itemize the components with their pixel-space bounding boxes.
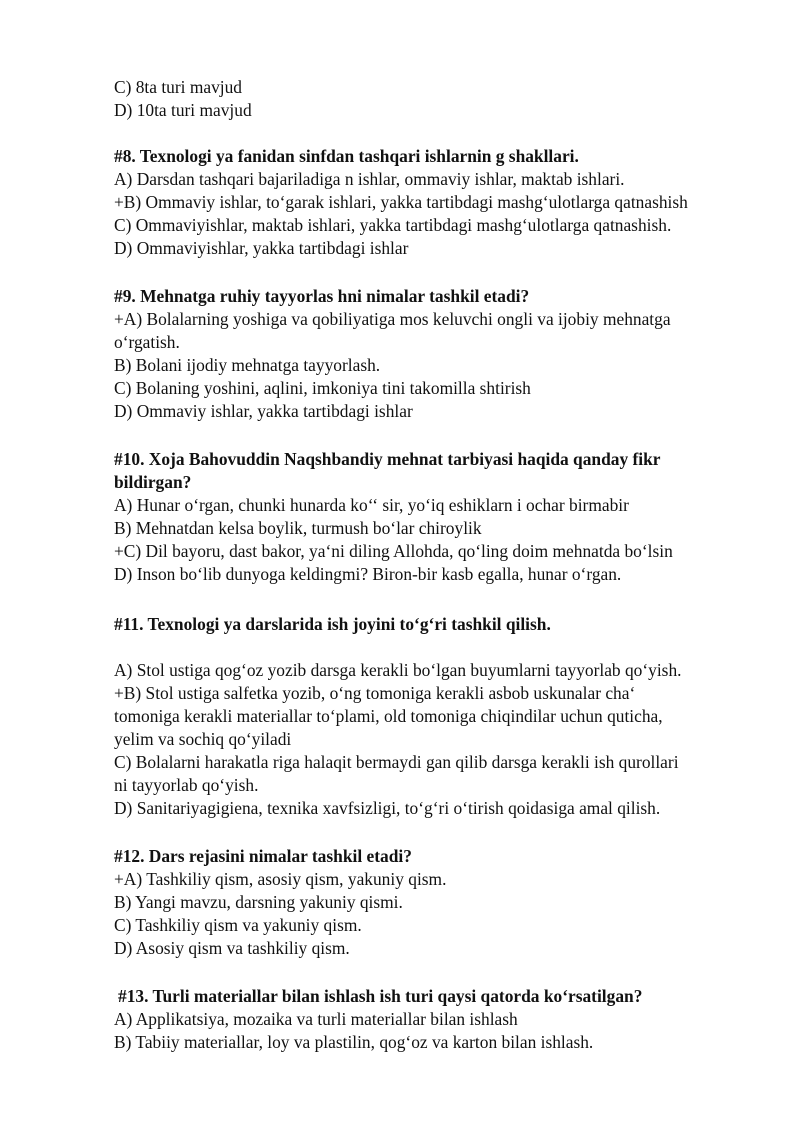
question-13 <box>118 985 778 1008</box>
question-8 <box>114 145 774 260</box>
option-line: B) Yangi mavzu, darsning yakuniy qismi. <box>114 892 403 912</box>
option-line: B) Tabiiy materiallar, loy va plastilin, qog‘oz va karton bilan ishlash. <box>114 1032 594 1052</box>
question-title: #11. Texnologi ya darslarida ish joyini to‘g‘ri tashkil qilish. <box>114 614 551 634</box>
question-11-options <box>114 659 774 820</box>
option-line: +C) Dil bayoru, dast bakor, ya‘ni diling Allohda, qo‘ling doim mehnatda bo‘lsin <box>114 541 673 561</box>
previous-question-tail <box>114 76 774 122</box>
question-9 <box>114 285 774 423</box>
option-line: D) 10ta turi mavjud <box>114 100 252 120</box>
question-11-title-block <box>114 613 774 636</box>
option-line: A) Applikatsiya, mozaika va turli materiallar bilan ishlash <box>114 1009 518 1029</box>
question-title: #8. Texnologi ya fanidan sinfdan tashqari ishlarnin g shakllari. <box>114 146 579 166</box>
option-line: C) Tashkiliy qism va yakuniy qism. <box>114 915 362 935</box>
option-line: +B) Stol ustiga salfetka yozib, o‘ng tomoniga kerakli asbob uskunalar cha‘ <box>114 683 636 703</box>
option-line: D) Asosiy qism va tashkiliy qism. <box>114 938 350 958</box>
option-line: C) Bolalarni harakatla riga halaqit bermaydi gan qilib darsga kerakli ish qurollari <box>114 752 679 772</box>
option-line: yelim va sochiq qo‘yiladi <box>114 729 292 749</box>
question-title: #9. Mehnatga ruhiy tayyorlas hni nimalar tashkil etadi? <box>114 286 530 306</box>
option-line: D) Sanitariyagigiena, texnika xavfsizligi, to‘g‘ri o‘tirish qoidasiga amal qilish. <box>114 798 661 818</box>
question-10 <box>114 448 774 586</box>
option-line: D) Ommaviy ishlar, yakka tartibdagi ishlar <box>114 401 413 421</box>
option-line: B) Mehnatdan kelsa boylik, turmush bo‘lar chiroylik <box>114 518 482 538</box>
option-line: C) Bolaning yoshini, aqlini, imkoniya tini takomilla shtirish <box>114 378 531 398</box>
option-line: D) Inson bo‘lib dunyoga keldingmi? Biron-bir kasb egalla, hunar o‘rgan. <box>114 564 622 584</box>
question-title: #10. Xoja Bahovuddin Naqshbandiy mehnat tarbiyasi haqida qanday fikr <box>114 449 661 469</box>
option-line: C) 8ta turi mavjud <box>114 77 242 97</box>
option-line: A) Darsdan tashqari bajariladiga n ishlar, ommaviy ishlar, maktab ishlari. <box>114 169 625 189</box>
question-title: #13. Turli materiallar bilan ishlash ish turi qaysi qatorda ko‘rsatilgan? <box>118 986 643 1006</box>
question-12 <box>114 845 774 960</box>
question-13-options <box>114 1008 774 1054</box>
option-line: +B) Ommaviy ishlar, to‘garak ishlari, yakka tartibdagi mashg‘ulotlarga qatnashish <box>114 192 688 212</box>
option-line: ni tayyorlab qo‘yish. <box>114 775 259 795</box>
option-line: D) Ommaviyishlar, yakka tartibdagi ishlar <box>114 238 409 258</box>
question-title-continued: bildirgan? <box>114 472 192 492</box>
option-line: +A) Bolalarning yoshiga va qobiliyatiga mos keluvchi ongli va ijobiy mehnatga <box>114 309 671 329</box>
option-line: o‘rgatish. <box>114 332 180 352</box>
option-line: +A) Tashkiliy qism, asosiy qism, yakuniy qism. <box>114 869 447 889</box>
option-line: C) Ommaviyishlar, maktab ishlari, yakka tartibdagi mashg‘ulotlarga qatnashish. <box>114 215 672 235</box>
option-line: B) Bolani ijodiy mehnatga tayyorlash. <box>114 355 381 375</box>
option-line: A) Hunar o‘rgan, chunki hunarda ko‘‘ sir, yo‘iq eshiklarn i ochar birmabir <box>114 495 629 515</box>
option-line: A) Stol ustiga qog‘oz yozib darsga kerakli bo‘lgan buyumlarni tayyorlab qo‘yish. <box>114 660 682 680</box>
question-title: #12. Dars rejasini nimalar tashkil etadi? <box>114 846 412 866</box>
option-line: tomoniga kerakli materiallar to‘plami, old tomoniga chiqindilar uchun quticha, <box>114 706 663 726</box>
